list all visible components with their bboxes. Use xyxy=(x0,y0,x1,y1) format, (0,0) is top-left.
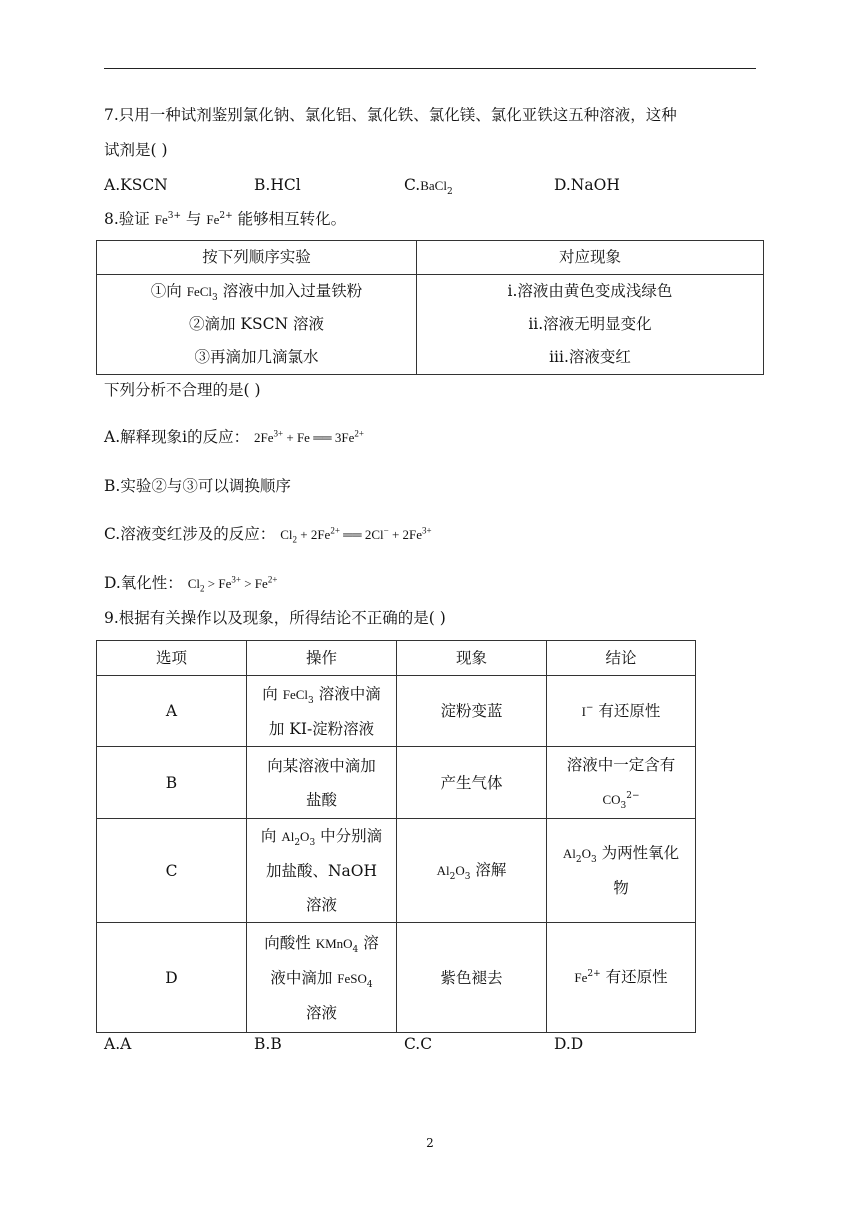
q8-phen3: iii.溶液变红 xyxy=(549,348,631,366)
q9-row-b-label: B xyxy=(97,747,247,819)
q9-row-b-phenomenon: 产生气体 xyxy=(397,747,547,819)
q8-phenomena-cell xyxy=(417,275,764,375)
q7-option-b: B.HCl xyxy=(254,176,301,194)
q9-row-d-label: D xyxy=(97,923,247,1033)
q9-row-d-conclusion: $Fe^{2+}$ 有还原性 xyxy=(547,923,696,1033)
q8-stem: 8.验证 $Fe^{3+}$ 与 $Fe^{2+}$ 能够相互转化。 xyxy=(104,210,347,228)
q9-row-a-label: A xyxy=(97,676,247,747)
q9-row-d-phenomenon: 紫色褪去 xyxy=(397,923,547,1033)
q8-exp2: ②滴加 KSCN 溶液 xyxy=(189,315,324,333)
q9-header-option: 选项 xyxy=(97,641,247,676)
table-row xyxy=(97,819,696,923)
q7-option-a: A.KSCN xyxy=(104,176,168,194)
table-row xyxy=(97,923,696,1033)
q9-table xyxy=(96,640,696,1033)
q9-option-a: A.A xyxy=(104,1035,132,1053)
q9-row-a-operation: 向 FeCl$_3$ 溶液中滴 加 KI-淀粉溶液 xyxy=(247,676,397,747)
q8-option-d: D.氧化性： $Cl_2 > Fe^{3+} > Fe^{2+}$ xyxy=(104,574,278,594)
q9-option-d: D.D xyxy=(554,1035,584,1053)
q8-exp1: ①向 FeCl$_3$ 溶液中加入过量铁粉 xyxy=(150,282,363,304)
q9-row-c-conclusion: $Al_2O_3$ 为两性氧化 物 xyxy=(547,819,696,923)
q9-row-b-conclusion: 溶液中一定含有 $CO_3^{2-}$ xyxy=(547,747,696,819)
q7-option-c: C.BaCl$_2$ xyxy=(404,176,453,198)
q8-experiments-cell xyxy=(97,275,417,375)
q8-equation-c: $Cl_2 + 2Fe^{2+}$ ══ $2Cl^- + 2Fe^{3+}$ xyxy=(280,525,432,545)
table-row xyxy=(97,676,696,747)
q9-header-operation: 操作 xyxy=(247,641,397,676)
q9-header-conclusion: 结论 xyxy=(547,641,696,676)
q8-question: 下列分析不合理的是( ) xyxy=(104,381,261,399)
q8-exp3: ③再滴加几滴氯水 xyxy=(194,348,319,366)
q9-row-c-phenomenon: $Al_2O_3$ 溶解 xyxy=(397,819,547,923)
q9-row-a-phenomenon: 淀粉变蓝 xyxy=(397,676,547,747)
q8-equation-a: $2Fe^{3+} + Fe$ ══ $3Fe^{2+}$ xyxy=(254,428,364,445)
q7-stem-line1: 7.只用一种试剂鉴别氯化钠、氯化铝、氯化铁、氯化镁、氯化亚铁这五种溶液，这种 xyxy=(104,106,677,124)
q8-option-b: B.实验②与③可以调换顺序 xyxy=(104,477,291,495)
q9-row-c-label: C xyxy=(97,819,247,923)
q9-row-d-operation: 向酸性 KMnO$_4$ 溶 液中滴加 FeSO$_4$ 溶液 xyxy=(247,923,397,1033)
q9-row-a-conclusion: I− 有还原性 xyxy=(547,676,696,747)
q8-header-phenomenon: 对应现象 xyxy=(417,241,764,275)
q9-stem: 9.根据有关操作以及现象，所得结论不正确的是( ) xyxy=(104,609,446,627)
q9-option-b: B.B xyxy=(254,1035,282,1053)
q8-option-a: A.解释现象i的反应： $2Fe^{3+} + Fe$ ══ $3Fe^{2+}$ xyxy=(104,428,364,446)
q8-header-experiment: 按下列顺序实验 xyxy=(97,241,417,275)
q7-option-d: D.NaOH xyxy=(554,176,620,194)
q9-row-c-operation: 向 $Al_2O_3$ 中分别滴 加盐酸、NaOH 溶液 xyxy=(247,819,397,923)
q8-table xyxy=(96,240,764,375)
q8-equation-d: $Cl_2 > Fe^{3+} > Fe^{2+}$ xyxy=(187,574,278,594)
q8-option-c: C.溶液变红涉及的反应： $Cl_2 + 2Fe^{2+}$ ══ $2Cl^- + 2Fe^{3+}$ xyxy=(104,525,432,545)
q9-row-b-operation: 向某溶液中滴加 盐酸 xyxy=(247,747,397,819)
page-number: 2 xyxy=(426,1136,434,1150)
q8-phen2: ii.溶液无明显变化 xyxy=(528,315,652,333)
table-row xyxy=(97,747,696,819)
header-rule xyxy=(104,68,756,69)
q9-option-c: C.C xyxy=(404,1035,433,1053)
q9-header-phenomenon: 现象 xyxy=(397,641,547,676)
q8-phen1: i.溶液由黄色变成浅绿色 xyxy=(507,282,673,300)
q7-stem-line2: 试剂是( ) xyxy=(104,141,168,159)
